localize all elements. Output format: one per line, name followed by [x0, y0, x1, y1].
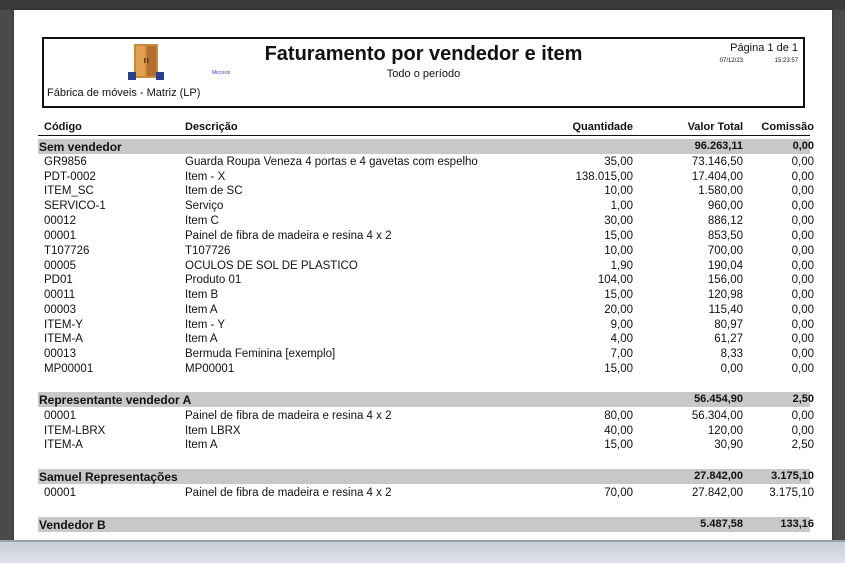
item-total: 30,90 — [714, 439, 743, 451]
item-total: 27.842,00 — [691, 487, 743, 499]
item-total: 120,00 — [707, 425, 743, 437]
item-description: Item A — [185, 304, 218, 316]
item-description: T107726 — [185, 245, 231, 257]
item-description: Item A — [185, 333, 218, 345]
item-commission: 0,00 — [791, 274, 814, 286]
item-code: 00011 — [44, 289, 76, 301]
item-total: 17.404,00 — [691, 171, 743, 183]
table-row — [38, 363, 814, 378]
item-description: Painel de fibra de madeira e resina 4 x 2 — [185, 230, 392, 242]
item-commission: 0,00 — [791, 185, 814, 197]
item-description: Item A — [185, 439, 218, 451]
item-code: ITEM_SC — [44, 185, 94, 197]
group-header-vendedor-b — [38, 517, 814, 532]
item-code: 00001 — [44, 410, 76, 422]
item-quantity: 70,00 — [604, 487, 633, 499]
item-code: ITEM-A — [44, 333, 83, 345]
report-time: 15:23:57 — [774, 58, 798, 64]
group-header-representante-a — [38, 392, 814, 407]
report-header — [42, 37, 805, 108]
item-total: 853,50 — [707, 230, 743, 242]
item-description: Produto 01 — [185, 274, 242, 286]
item-commission: 2,50 — [791, 439, 814, 451]
item-code: 00013 — [44, 348, 76, 360]
item-code: 00001 — [44, 230, 76, 242]
item-total: 8,33 — [720, 348, 743, 360]
table-row — [38, 185, 814, 200]
item-commission: 0,00 — [791, 260, 814, 272]
item-description: Item - X — [185, 171, 226, 183]
item-description: OCULOS DE SOL DE PLASTICO — [185, 260, 358, 272]
item-commission: 0,00 — [791, 156, 814, 168]
item-quantity: 7,00 — [610, 348, 633, 360]
column-headers — [38, 121, 814, 136]
item-quantity: 1,00 — [610, 200, 633, 212]
table-row — [38, 410, 814, 425]
item-total: 0,00 — [720, 363, 743, 375]
table-row — [38, 348, 814, 363]
item-code: 00001 — [44, 487, 76, 499]
item-code: PDT-0002 — [44, 171, 96, 183]
item-code: MP00001 — [44, 363, 94, 375]
item-quantity: 15,00 — [604, 289, 633, 301]
item-quantity: 80,00 — [604, 410, 633, 422]
item-commission: 0,00 — [791, 304, 814, 316]
group-name: Representante vendedor A — [39, 393, 192, 407]
item-description: Item LBRX — [185, 425, 241, 437]
item-quantity: 138.015,00 — [575, 171, 633, 183]
group-header-sem-vendedor — [38, 139, 814, 154]
group-total: 96.263,11 — [694, 140, 743, 152]
item-quantity: 1,90 — [610, 260, 633, 272]
col-total: Valor Total — [687, 121, 743, 133]
item-quantity: 10,00 — [604, 245, 633, 257]
item-description: Bermuda Feminina [exemplo] — [185, 348, 336, 360]
col-quantity: Quantidade — [572, 121, 633, 133]
item-code: ITEM-LBRX — [44, 425, 106, 437]
table-row — [38, 487, 814, 502]
item-quantity: 10,00 — [604, 185, 633, 197]
group-total: 27.842,00 — [694, 470, 743, 482]
report-page — [14, 10, 832, 540]
item-commission: 0,00 — [791, 319, 814, 331]
item-total: 80,97 — [714, 319, 743, 331]
item-description: Painel de fibra de madeira e resina 4 x 2 — [185, 487, 392, 499]
item-quantity: 15,00 — [604, 230, 633, 242]
item-commission: 0,00 — [791, 171, 814, 183]
group-commission: 133,16 — [780, 518, 814, 530]
table-row — [38, 260, 814, 275]
item-total: 115,40 — [708, 304, 743, 316]
item-total: 56.304,00 — [691, 410, 743, 422]
table-row — [38, 274, 814, 289]
item-commission: 0,00 — [791, 410, 814, 422]
report-date: 07/12/23 — [719, 58, 743, 64]
group-commission: 3.175,10 — [771, 470, 814, 482]
group-name: Samuel Representações — [39, 470, 178, 484]
item-commission: 0,00 — [791, 230, 814, 242]
item-commission: 0,00 — [791, 289, 814, 301]
item-code: GR9856 — [44, 156, 87, 168]
item-code: 00012 — [44, 215, 76, 227]
item-quantity: 104,00 — [597, 274, 633, 286]
item-commission: 0,00 — [791, 363, 814, 375]
item-code: ITEM-A — [44, 439, 83, 451]
group-header-samuel — [38, 469, 814, 484]
item-total: 960,00 — [707, 200, 743, 212]
item-description: Painel de fibra de madeira e resina 4 x 2 — [185, 410, 392, 422]
table-row — [38, 289, 814, 304]
item-commission: 0,00 — [791, 348, 814, 360]
item-total: 61,27 — [714, 333, 743, 345]
table-row — [38, 156, 814, 171]
item-code: ITEM-Y — [44, 319, 83, 331]
item-quantity: 40,00 — [604, 425, 633, 437]
item-total: 120,98 — [707, 289, 743, 301]
item-total: 1.580,00 — [698, 185, 743, 197]
group-name: Sem vendedor — [39, 140, 122, 154]
item-total: 156,00 — [707, 274, 743, 286]
item-description: Item B — [185, 289, 219, 301]
item-description: MP00001 — [185, 363, 235, 375]
item-commission: 3.175,10 — [769, 487, 814, 499]
table-row — [38, 215, 814, 230]
viewer-bottom-bar — [0, 540, 845, 563]
item-quantity: 15,00 — [604, 439, 633, 451]
table-row — [38, 230, 814, 245]
item-code: 00005 — [44, 260, 76, 272]
item-quantity: 35,00 — [604, 156, 633, 168]
table-row — [38, 319, 814, 334]
table-row — [38, 200, 814, 215]
item-quantity: 20,00 — [604, 304, 633, 316]
item-description: Item - Y — [185, 319, 226, 331]
table-row — [38, 425, 814, 440]
item-quantity: 15,00 — [604, 363, 633, 375]
item-code: 00003 — [44, 304, 76, 316]
col-commission: Comissão — [761, 121, 814, 133]
table-row — [38, 333, 814, 348]
item-total: 73.146,50 — [691, 156, 743, 168]
item-commission: 0,00 — [791, 215, 814, 227]
item-commission: 0,00 — [791, 200, 814, 212]
item-code: T107726 — [44, 245, 90, 257]
group-total: 56.454,90 — [694, 393, 743, 405]
item-total: 190,04 — [707, 260, 743, 272]
group-total: 5.487,58 — [700, 518, 743, 530]
item-code: PD01 — [44, 274, 73, 286]
item-total: 886,12 — [707, 215, 743, 227]
item-description: Guarda Roupa Veneza 4 portas e 4 gavetas com espelho — [185, 156, 478, 168]
company-name: Fábrica de móveis - Matriz (LP) — [47, 87, 201, 99]
item-code: SERVICO-1 — [44, 200, 106, 212]
col-description: Descrição — [185, 121, 238, 133]
report-title: Faturamento por vendedor e item — [264, 43, 583, 65]
item-quantity: 30,00 — [604, 215, 633, 227]
table-row — [38, 439, 814, 454]
group-commission: 0,00 — [792, 140, 814, 152]
item-commission: 0,00 — [791, 245, 814, 257]
item-quantity: 9,00 — [610, 319, 633, 331]
group-commission: 2,50 — [792, 393, 814, 405]
table-row — [38, 171, 814, 186]
col-code: Código — [44, 121, 82, 133]
item-commission: 0,00 — [791, 425, 814, 437]
item-quantity: 4,00 — [610, 333, 633, 345]
item-description: Item C — [185, 215, 219, 227]
viewer-toolbar-strip — [0, 0, 845, 10]
item-commission: 0,00 — [791, 333, 814, 345]
page-number: Página 1 de 1 — [730, 42, 798, 54]
item-description: Item de SC — [185, 185, 243, 197]
logo-caption: Microvix — [212, 70, 231, 76]
item-total: 700,00 — [707, 245, 743, 257]
table-row — [38, 304, 814, 319]
table-row — [38, 245, 814, 260]
report-subtitle: Todo o período — [386, 68, 461, 80]
group-name: Vendedor B — [39, 518, 106, 532]
item-description: Serviço — [185, 200, 224, 212]
